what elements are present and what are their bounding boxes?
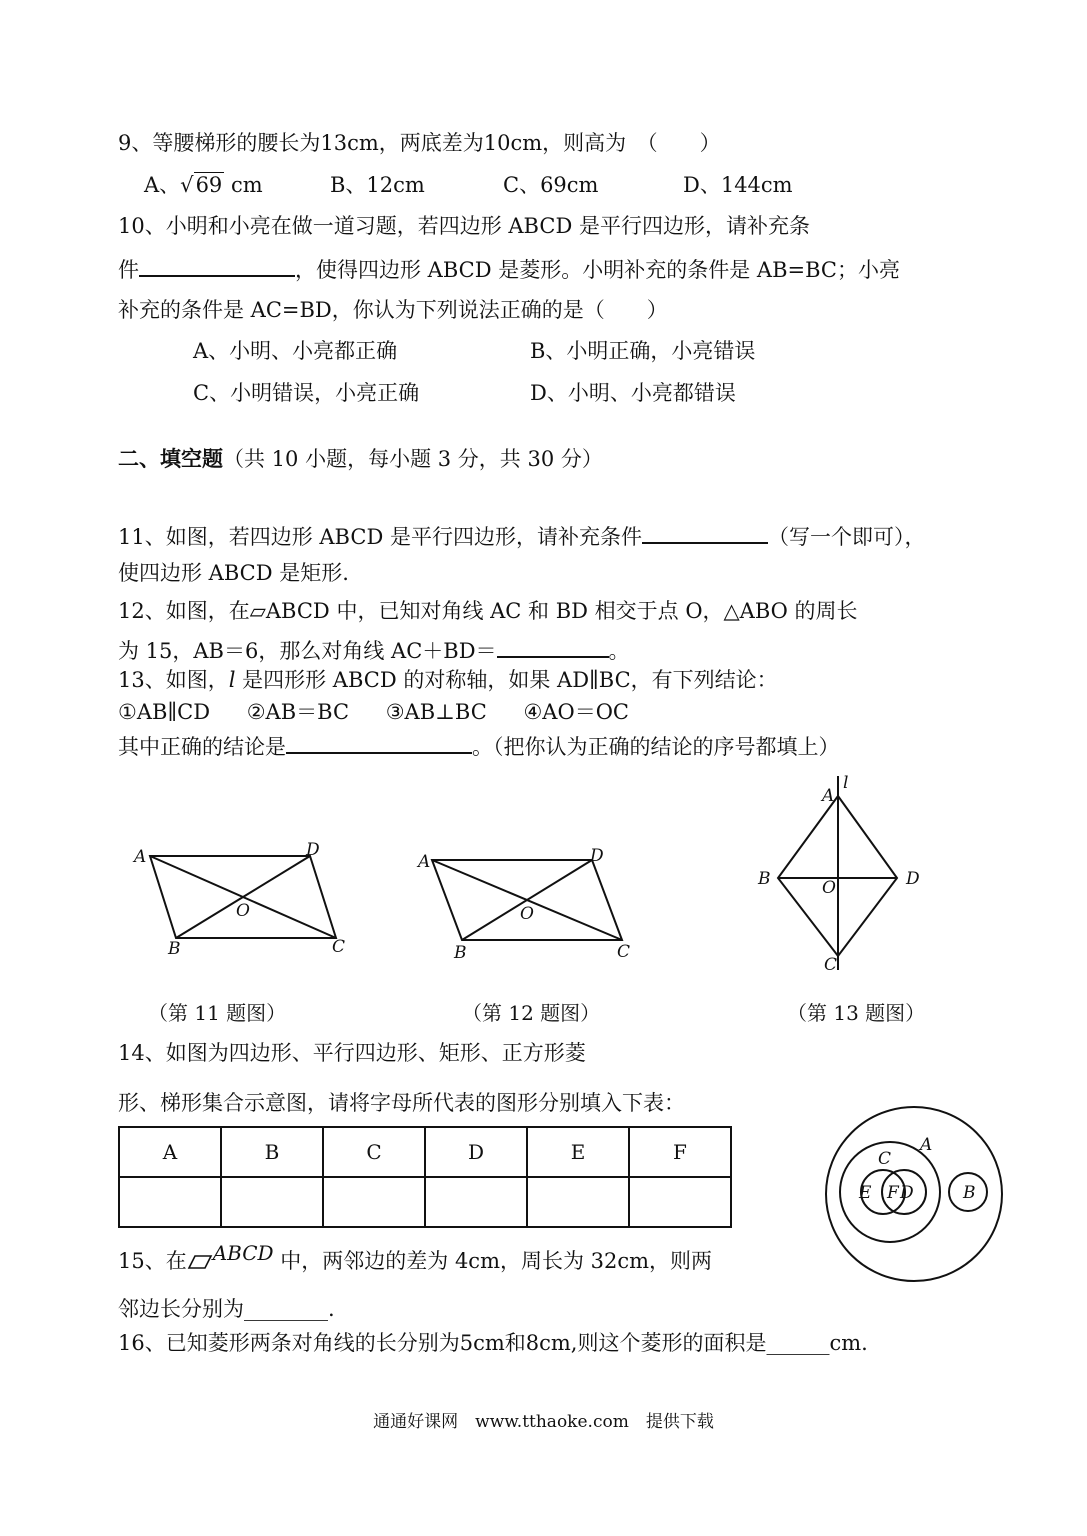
fig13-label-d: D — [906, 869, 920, 889]
fig12-label-b: B — [454, 943, 467, 963]
table-answer-cell[interactable] — [323, 1177, 425, 1227]
table-header-b: B — [221, 1127, 323, 1177]
fig11-label-c: C — [332, 937, 346, 957]
q15-abcd: ABCD — [212, 1241, 274, 1265]
table-header-f: F — [629, 1127, 731, 1177]
table-header-e: E — [527, 1127, 629, 1177]
q14-line2: 形、梯形集合示意图，请将字母所代表的图形分别填入下表： — [118, 1091, 685, 1115]
fig11-label-o: O — [236, 901, 250, 921]
q14-venn-diagram — [816, 1104, 1016, 1288]
fig13-label-b: B — [758, 869, 771, 889]
table-header-c: C — [323, 1127, 425, 1177]
q10-option-c: C、小明错误，小亮正确 — [193, 381, 420, 405]
q10-option-d: D、小明、小亮都错误 — [530, 381, 736, 405]
q9-option-b: B、12cm — [330, 173, 425, 197]
q11-line2: 使四边形 ABCD 是矩形. — [118, 561, 349, 585]
fig12-label-d: D — [590, 846, 604, 866]
figure-13-rhombus — [752, 772, 932, 978]
q10-answer-blank — [139, 253, 295, 277]
fig13-caption: （第 13 题图） — [787, 1001, 926, 1025]
venn-label-b: B — [963, 1183, 976, 1203]
fig12-label-o: O — [520, 904, 534, 924]
table-header-a: A — [119, 1127, 221, 1177]
q9-option-d: D、144cm — [683, 173, 793, 197]
q13-conclusion-4: ④AO＝OC — [523, 700, 629, 724]
q15-line2: 邻边长分别为________. — [118, 1297, 335, 1321]
q12-answer-blank — [497, 634, 609, 658]
q10-option-a: A、小明、小亮都正确 — [193, 339, 398, 363]
table-answer-cell[interactable] — [425, 1177, 527, 1227]
q9-radicand: 69 — [195, 173, 223, 197]
q13-line3: 其中正确的结论是 。（把你认为正确的结论的序号都填上） — [118, 730, 840, 762]
table-answer-cell[interactable] — [527, 1177, 629, 1227]
fig13-label-o: O — [822, 878, 836, 898]
fig11-label-d: D — [306, 840, 320, 860]
q13-conclusion-3: ③AB⊥BC — [385, 700, 487, 724]
q10-line1: 10、小明和小亮在做一道习题，若四边形 ABCD 是平行四边形，请补充条 — [118, 214, 810, 238]
q12-line1: 12、如图，在▱ABCD 中，已知对角线 AC 和 BD 相交于点 O，△ABO 的周长 — [118, 599, 858, 623]
figure-11-parallelogram — [128, 838, 358, 960]
fig11-label-a: A — [134, 847, 147, 867]
fig13-label-l: l — [843, 773, 849, 793]
footer-source: 通通好课网 www.tthaoke.com 提供下载 — [373, 1412, 714, 1432]
q12-line2: 为 15，AB＝6，那么对角线 AC＋BD＝ 。 — [118, 634, 630, 666]
fig11-caption: （第 11 题图） — [148, 1001, 287, 1025]
venn-label-e: E — [859, 1183, 872, 1203]
q9-option-c: C、69cm — [503, 173, 599, 197]
fig12-label-a: A — [418, 852, 431, 872]
q10-line3: 补充的条件是 AC=BD，你认为下列说法正确的是（ ） — [118, 298, 668, 322]
table-answer-cell[interactable] — [221, 1177, 323, 1227]
q16-line1: 16、已知菱形两条对角线的长分别为5cm和8cm,则这个菱形的面积是______cm. — [118, 1331, 868, 1355]
venn-label-f: F — [887, 1183, 899, 1203]
q15-line1: 15、在 ABCD 中，两邻边的差为 4cm，周长为 32cm，则两 — [118, 1241, 713, 1273]
sqrt-symbol: √69 — [180, 173, 223, 197]
fig12-label-c: C — [617, 942, 631, 962]
fig13-label-a: A — [822, 786, 835, 806]
table-header-d: D — [425, 1127, 527, 1177]
q9-stem: 9、等腰梯形的腰长为13cm，两底差为10cm，则高为 （ ） — [118, 131, 721, 155]
section-heading: 二、填空题（共 10 小题，每小题 3 分，共 30 分） — [118, 446, 603, 471]
q13-conclusion-2: ②AB＝BC — [246, 700, 350, 724]
q11-answer-blank — [642, 520, 768, 544]
q14-line1: 14、如图为四边形、平行四边形、矩形、正方形菱 — [118, 1041, 586, 1065]
q13-line1: 13、如图，l 是四形形 ABCD 的对称轴，如果 AD∥BC，有下列结论： — [118, 668, 778, 692]
venn-label-c: C — [878, 1149, 892, 1169]
q14-answer-table — [118, 1126, 732, 1228]
venn-label-a: A — [920, 1135, 933, 1155]
figure-12-parallelogram — [414, 842, 644, 966]
q10-line2: 件 ，使得四边形 ABCD 是菱形。小明补充的条件是 AB=BC；小亮 — [118, 253, 900, 285]
q10-option-b: B、小明正确，小亮错误 — [530, 339, 756, 363]
venn-label-d: D — [900, 1183, 914, 1203]
q9-option-a: A、√69 cm — [144, 170, 263, 200]
q13-conclusion-1: ①AB∥CD — [118, 700, 211, 724]
q13-answer-blank — [286, 730, 472, 754]
parallelogram-symbol — [187, 1254, 213, 1270]
fig13-label-c: C — [824, 955, 838, 975]
fig12-caption: （第 12 题图） — [462, 1001, 601, 1025]
table-answer-cell[interactable] — [119, 1177, 221, 1227]
q13-conclusions — [118, 697, 629, 727]
fig11-label-b: B — [168, 939, 181, 959]
q11-line1: 11、如图，若四边形 ABCD 是平行四边形，请补充条件 （写一个即可）， — [118, 520, 925, 552]
table-answer-cell[interactable] — [629, 1177, 731, 1227]
